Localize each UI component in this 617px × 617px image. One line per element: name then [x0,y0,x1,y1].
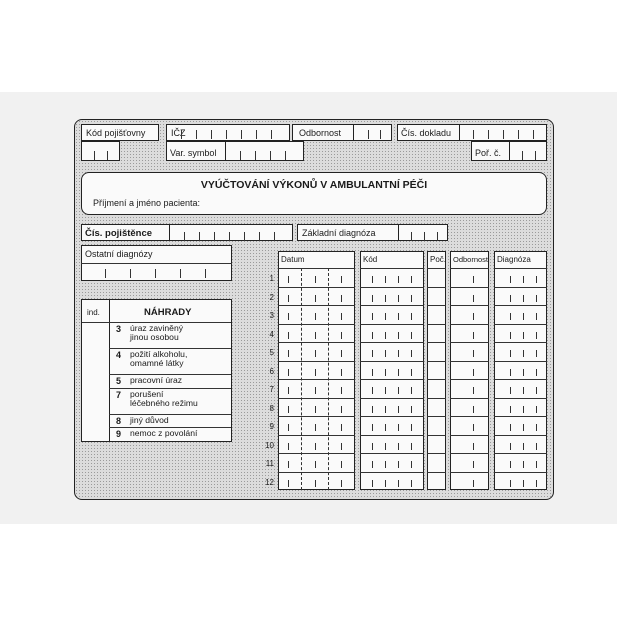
services-row-line [360,453,424,454]
services-row-line [450,435,489,436]
row-tick [288,480,289,487]
field-tick [424,232,425,241]
services-row-line [278,435,355,436]
odbornost-label: Odbornost [299,128,342,138]
row-tick [385,332,386,339]
row-tick [536,369,537,376]
nahrady-text: požití alkoholu, omamné látky [130,349,188,368]
field-tick [271,130,272,139]
row-tick [288,443,289,450]
field-tick [368,130,369,139]
services-row-line [427,416,446,417]
row-tick [341,350,342,357]
nahrady-row-line [109,414,231,415]
field-tick [130,269,131,278]
billing-form [74,119,554,500]
field-tick [211,130,212,139]
row-tick [288,276,289,283]
row-tick [398,461,399,468]
row-tick [398,406,399,413]
services-row-line [494,416,547,417]
services-column-header: Kód [363,255,378,264]
row-tick [473,443,474,450]
field-tick [107,151,108,160]
row-tick [315,387,316,394]
row-tick [288,350,289,357]
row-tick [341,313,342,320]
cis-pojistence-label: Čís. pojištěnce [85,228,153,239]
row-tick [411,332,412,339]
row-tick [536,406,537,413]
services-row-number: 12 [265,477,274,487]
nahrady-header: NÁHRADY [144,307,192,318]
nahrady-code: 5 [116,376,122,386]
row-tick [398,369,399,376]
row-tick [341,387,342,394]
services-row-line [427,435,446,436]
services-row-line [427,324,446,325]
services-row-line [450,472,489,473]
row-tick [411,276,412,283]
row-tick [315,369,316,376]
row-tick [510,276,511,283]
row-tick [372,406,373,413]
row-tick [510,461,511,468]
services-row-line [427,361,446,362]
field-tick [285,151,286,160]
row-tick [411,313,412,320]
row-tick [536,387,537,394]
services-row-line [494,324,547,325]
por-c-field[interactable] [509,141,547,161]
row-tick [510,369,511,376]
services-column-header: Poč. [430,255,447,264]
row-tick [523,295,524,302]
nahrady-text: jiný důvod [130,415,169,425]
services-row-line [360,287,424,288]
field-tick [105,269,106,278]
row-tick [411,461,412,468]
field-tick [240,151,241,160]
row-tick [536,424,537,431]
row-tick [372,295,373,302]
services-row-line [360,435,424,436]
field-tick [522,151,523,160]
cis-dokladu-label: Čís. dokladu [401,128,452,138]
row-tick [510,480,511,487]
row-tick [523,443,524,450]
row-tick [398,276,399,283]
row-tick [473,461,474,468]
row-tick [385,295,386,302]
row-tick [398,295,399,302]
row-tick [341,443,342,450]
services-row-line [278,398,355,399]
row-tick [385,350,386,357]
services-row-line [278,324,355,325]
services-header-line [450,268,489,269]
row-tick [288,332,289,339]
row-tick [288,313,289,320]
row-tick [398,387,399,394]
row-tick [385,461,386,468]
datum-divider [328,268,329,490]
nahrady-text: úraz zaviněný jinou osobou [130,323,184,342]
row-tick [372,480,373,487]
row-tick [315,480,316,487]
row-tick [372,350,373,357]
row-tick [288,387,289,394]
nahrady-text: nemoc z povolání [130,428,198,438]
services-row-line [450,287,489,288]
row-tick [411,406,412,413]
row-tick [341,461,342,468]
row-tick [385,313,386,320]
services-row-number: 7 [269,385,274,394]
services-row-line [427,379,446,380]
row-tick [473,276,474,283]
row-tick [536,332,537,339]
row-tick [473,369,474,376]
row-tick [315,350,316,357]
field-tick [256,130,257,139]
services-row-line [360,398,424,399]
row-tick [372,461,373,468]
row-tick [372,276,373,283]
field-tick [241,130,242,139]
services-row-number: 3 [269,311,274,320]
row-tick [510,406,511,413]
row-tick [315,443,316,450]
services-row-number: 5 [269,348,274,357]
services-column-header: Odbornost [453,255,489,264]
row-tick [398,313,399,320]
row-tick [523,313,524,320]
services-row-line [450,379,489,380]
nahrady-code: 4 [116,350,122,360]
form-title: VYÚČTOVÁNÍ VÝKONŮ V AMBULANTNÍ PÉČI [200,179,428,191]
field-tick [196,130,197,139]
row-tick [473,387,474,394]
row-tick [473,406,474,413]
services-row-number: 2 [269,292,274,302]
row-tick [398,350,399,357]
row-tick [536,443,537,450]
patient-name-label: Příjmení a jméno pacienta: [93,198,201,208]
row-tick [411,424,412,431]
datum-divider [301,268,302,490]
services-row-line [360,361,424,362]
row-tick [523,350,524,357]
services-row-line [494,435,547,436]
row-tick [385,443,386,450]
services-row-number: 11 [265,459,274,468]
row-tick [473,295,474,302]
row-tick [510,443,511,450]
row-tick [372,387,373,394]
services-row-line [360,472,424,473]
row-tick [385,406,386,413]
row-tick [523,369,524,376]
services-row-line [494,287,547,288]
row-tick [523,276,524,283]
row-tick [341,369,342,376]
row-tick [411,369,412,376]
row-tick [341,276,342,283]
field-tick [205,269,206,278]
services-header-line [278,268,355,269]
field-tick [503,130,504,139]
field-tick [199,232,200,241]
var-symbol-label: Var. symbol [170,148,217,158]
row-tick [536,276,537,283]
row-tick [536,350,537,357]
row-tick [411,350,412,357]
services-row-line [360,342,424,343]
services-row-line [450,342,489,343]
row-tick [288,369,289,376]
field-tick [473,130,474,139]
field-tick [533,130,534,139]
row-tick [536,295,537,302]
row-tick [372,443,373,450]
services-row-number: 8 [269,403,274,413]
row-tick [411,387,412,394]
field-tick [255,151,256,160]
row-tick [411,295,412,302]
services-row-line [278,416,355,417]
nahrady-text: porušení léčebného režimu [130,389,198,408]
field-tick [274,232,275,241]
row-tick [510,295,511,302]
services-row-line [450,361,489,362]
row-tick [288,406,289,413]
row-tick [510,332,511,339]
services-row-line [360,324,424,325]
services-column-header: Diagnóza [497,255,531,264]
services-row-number: 1 [269,274,274,283]
row-tick [536,313,537,320]
services-row-line [360,379,424,380]
kod-pojistovny-box[interactable] [81,124,159,141]
field-tick [437,232,438,241]
row-tick [341,332,342,339]
field-tick [244,232,245,241]
services-row-line [427,453,446,454]
por-c-label: Poř. č. [475,148,502,158]
row-tick [536,461,537,468]
row-tick [536,480,537,487]
nahrady-table [81,299,232,442]
services-column-header: Datum [281,255,305,264]
icz-label: IČZ [171,128,186,138]
field-tick [214,232,215,241]
nahrady-row-line [109,388,231,389]
services-row-line [450,416,489,417]
row-tick [398,424,399,431]
services-row-line [427,398,446,399]
zakladni-diagnoza-label: Základní diagnóza [302,228,376,238]
row-tick [398,332,399,339]
nahrady-text: pracovní úraz [130,375,183,385]
services-row-line [494,453,547,454]
field-tick [488,130,489,139]
row-tick [385,424,386,431]
ostatni-diagnozy-line [81,263,232,264]
row-tick [315,406,316,413]
services-header-line [427,268,446,269]
ostatni-diagnozy-label: Ostatní diagnózy [85,249,153,259]
services-row-line [360,416,424,417]
services-row-line [278,342,355,343]
zakladni-diagnoza-field[interactable] [398,224,448,241]
row-tick [372,424,373,431]
services-row-line [494,472,547,473]
nahrady-code: 9 [116,429,122,439]
services-row-number: 9 [269,422,274,431]
services-header-line [494,268,547,269]
row-tick [315,461,316,468]
row-tick [315,295,316,302]
nahrady-code: 3 [116,324,122,334]
nahrady-code: 7 [116,390,122,400]
row-tick [385,369,386,376]
row-tick [288,295,289,302]
row-tick [523,480,524,487]
field-tick [180,269,181,278]
nahrady-code: 8 [116,416,122,426]
row-tick [288,461,289,468]
ind-header: ind. [87,308,100,317]
row-tick [473,350,474,357]
field-tick [380,130,381,139]
field-tick [518,130,519,139]
row-tick [315,424,316,431]
row-tick [372,369,373,376]
row-tick [523,332,524,339]
odbornost-field[interactable] [353,124,392,141]
services-row-line [494,398,547,399]
services-row-line [494,342,547,343]
services-row-line [450,398,489,399]
services-row-number: 6 [269,366,274,376]
field-tick [535,151,536,160]
row-tick [411,480,412,487]
services-row-number: 4 [269,329,274,339]
row-tick [473,424,474,431]
row-tick [473,332,474,339]
row-tick [523,461,524,468]
row-tick [510,350,511,357]
row-tick [288,424,289,431]
field-tick [181,130,182,139]
row-tick [523,424,524,431]
field-tick [94,151,95,160]
services-row-line [278,287,355,288]
row-tick [411,443,412,450]
row-tick [372,313,373,320]
kod-pojistovny-label: Kód pojišťovny [86,128,146,138]
row-tick [341,480,342,487]
row-tick [523,406,524,413]
services-row-line [278,453,355,454]
services-row-line [278,379,355,380]
services-row-line [450,453,489,454]
field-tick [270,151,271,160]
row-tick [315,332,316,339]
services-row-line [278,472,355,473]
row-tick [385,276,386,283]
row-tick [398,443,399,450]
services-row-line [427,342,446,343]
services-row-line [427,287,446,288]
row-tick [510,313,511,320]
row-tick [473,313,474,320]
services-row-line [450,305,489,306]
row-tick [398,480,399,487]
title-section [81,172,547,215]
services-row-line [494,379,547,380]
services-row-line [427,472,446,473]
services-row-line [427,305,446,306]
row-tick [315,276,316,283]
services-row-line [278,361,355,362]
services-row-line [450,324,489,325]
services-row-line [278,305,355,306]
row-tick [510,387,511,394]
row-tick [385,387,386,394]
var-symbol-field[interactable] [225,141,304,161]
field-tick [155,269,156,278]
row-tick [510,424,511,431]
field-tick [184,232,185,241]
field-tick [229,232,230,241]
row-tick [372,332,373,339]
services-row-line [494,361,547,362]
services-header-line [360,268,424,269]
field-tick [411,232,412,241]
services-row-number: 10 [265,440,274,450]
row-tick [341,424,342,431]
row-tick [385,480,386,487]
row-tick [473,480,474,487]
row-tick [341,295,342,302]
row-tick [341,406,342,413]
field-tick [259,232,260,241]
row-tick [523,387,524,394]
services-row-line [494,305,547,306]
kod-pojistovny-field[interactable] [81,141,120,161]
field-tick [226,130,227,139]
services-row-line [360,305,424,306]
row-tick [315,313,316,320]
